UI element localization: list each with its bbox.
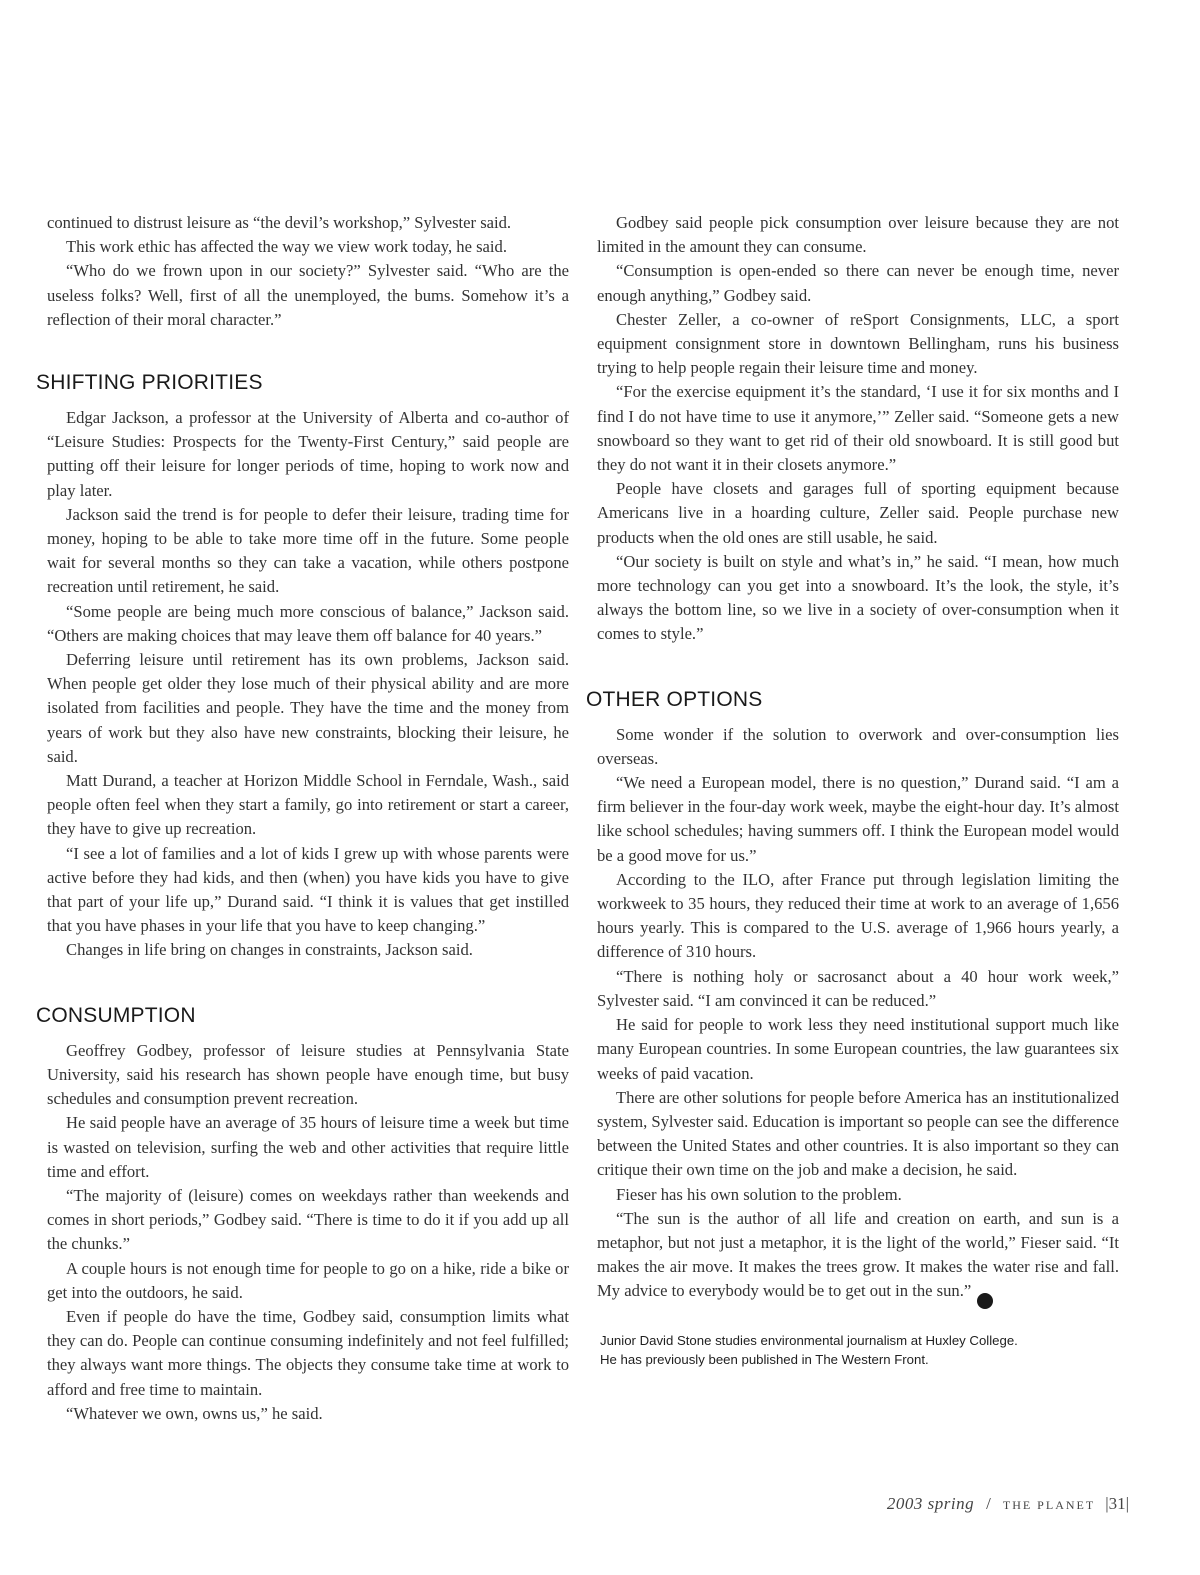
page-footer [887,1492,1129,1517]
author-bio-line: He has previously been published in The Western Front. [600,1352,929,1368]
author-bio [600,1331,1119,1369]
body-paragraph: Jackson said the trend is for people to defer their leisure, trading time for money, hoping to be able to take more time off in the future. Some people wait for several months so they can take a vacation, while others postpone recreation until retirement, he said. [47,504,569,597]
page-number-bar: | [1125,1494,1129,1513]
body-paragraph: continued to distrust leisure as “the devil’s workshop,” Sylvester said. [47,213,512,232]
issue-label: 2003 spring [886,1494,975,1513]
body-paragraph: “Some people are being much more conscious of balance,” Jackson said. “Others are making choices that may leave them off balance for 40 years.” [47,601,569,645]
body-paragraph: “For the exercise equipment it’s the standard, ‘I use it for six months and I find I do not have time to use it anymore,’” Zeller said. “Someone gets a new snowboard so they want to get rid of their old snowboard. It is still good but they do not want it in their closets anymore.” [597,382,1119,475]
body-paragraph: People have closets and garages full of sporting equipment because Americans live in a hoarding culture, Zeller said. People purchase new products when the old ones are still usable, he said. [597,479,1119,547]
body-paragraph: “I see a lot of families and a lot of kids I grew up with whose parents were active before they had kids, and then (when) you have kids you have to give that part of your life up,” Durand said. “I think it is values that get instilled that you have phases in your life that you have to keep changing.” [47,843,569,936]
body-paragraph: Deferring leisure until retirement has its own problems, Jackson said. When people get older they lose much of their physical ability and are more isolated from facilities and people. They have the time and the money from years of work but they also have new constraints, blocking their leisure, he said. [47,650,569,766]
right-column [586,211,1119,1369]
body-paragraph: He said people have an average of 35 hours of leisure time a week but time is wasted on television, surfing the web and other activities that require little time and effort. [47,1113,569,1181]
magazine-name: THE PLANET [1002,1498,1096,1512]
final-paragraph [597,1207,1119,1310]
body-paragraph: Fieser has his own solution to the problem. [616,1184,902,1204]
section-heading-other-options: OTHER OPTIONS [586,687,763,711]
body-paragraph: “We need a European model, there is no question,” Durand said. “I am a firm believer in the four-day work week, maybe the eight-hour day. It’s almost like school schedules; having summers off. I think the European model would be a good move for us.” [597,773,1119,865]
footer-separator: / [986,1494,991,1513]
body-paragraph: This work ethic has affected the way we view work today, he said. [66,237,507,257]
section-heading-shifting-priorities: SHIFTING PRIORITIES [36,371,263,395]
body-paragraph: Godbey said people pick consumption over leisure because they are not limited in the amount they can consume. [597,213,1119,257]
body-paragraph: A couple hours is not enough time for people to go on a hike, ride a bike or get into the outdoors, he said. [47,1258,569,1302]
page-number: 31 [1108,1494,1126,1513]
body-paragraph: He said for people to work less they need institutional support much like many European countries. In some European countries, the law guarantees six weeks of paid vacation. [597,1015,1119,1083]
left-column [36,211,569,1426]
body-paragraph: “Who do we frown upon in our society?” Sylvester said. “Who are the useless folks? Well, first of all the unemployed, the bums. Somehow it’s a reflection of their moral character.” [47,261,569,329]
body-paragraph: Changes in life bring on changes in constraints, Jackson said. [66,940,473,960]
section-heading-consumption: CONSUMPTION [36,1003,196,1027]
end-mark-icon: e [977,1293,993,1309]
body-paragraph: “Consumption is open-ended so there can never be enough time, never enough anything,” Godbey said. [597,261,1119,305]
page-number-bar: | [1105,1494,1109,1513]
body-paragraph: Geoffrey Godbey, professor of leisure studies at Pennsylvania State University, said his research has shown people have enough time, but busy schedules and consumption prevent recreation. [47,1040,569,1109]
body-paragraph: Matt Durand, a teacher at Horizon Middle School in Ferndale, Wash., said people often feel when they start a family, go into retirement or start a career, they have to give up recreation. [47,771,569,839]
body-paragraph: “There is nothing holy or sacrosanct about a 40 hour work week,” Sylvester said. “I am convinced it can be reduced.” [597,966,1119,1010]
body-paragraph: “The majority of (leisure) comes on weekdays rather than weekends and comes in short periods,” Godbey said. “There is time to do it if you add up all the chunks.” [47,1185,569,1254]
author-bio-line: Junior David Stone studies environmental journalism at Huxley College. [600,1333,1018,1349]
body-paragraph: Even if people do have the time, Godbey said, consumption limits what they can do. People can continue consuming indefinitely and not feel fulfilled; they always want more things. The objects they consume take time at work to afford and free time to maintain. [47,1306,569,1399]
body-paragraph: “Our society is built on style and what’s in,” he said. “I mean, how much more technology can you get into a snowboard. It’s the look, the style, it’s always the bottom line, so we live in a society of over-consumption when it comes to style.” [597,551,1119,644]
body-paragraph: According to the ILO, after France put through legislation limiting the workweek to 35 hours, they reduced their time at work to an average of 1,656 hours yearly. This is compared to the U.S. average of 1,966 hours yearly, a difference of 310 hours. [597,869,1119,962]
body-paragraph: Some wonder if the solution to overwork and over-consumption lies overseas. [597,724,1119,768]
final-paragraph-text: “The sun is the author of all life and creation on earth, and sun is a metaphor, but not just a metaphor, it is the light of the world,” Fieser said. “It makes the air move. It makes the trees grow. It makes the water rise and fall. My advice to everybody would be to get out in the sun.” [597,1208,1119,1301]
body-paragraph: There are other solutions for people before America has an institutionalized system, Sylvester said. Education is important so people can see the difference between the United States and other countries. It is also important so they can critique their own time on the job and make a decision, he said. [597,1087,1119,1180]
body-paragraph: “Whatever we own, owns us,” he said. [66,1403,323,1423]
body-paragraph: Edgar Jackson, a professor at the University of Alberta and co-author of “Leisure Studies: Prospects for the Twenty-First Century,” said people are putting off their leisure for longer periods of time, hoping to work now and play later. [47,408,569,500]
body-paragraph: Chester Zeller, a co-owner of reSport Consignments, LLC, a sport equipment consignment store in downtown Bellingham, runs his business trying to help people regain their leisure time and money. [597,309,1119,378]
